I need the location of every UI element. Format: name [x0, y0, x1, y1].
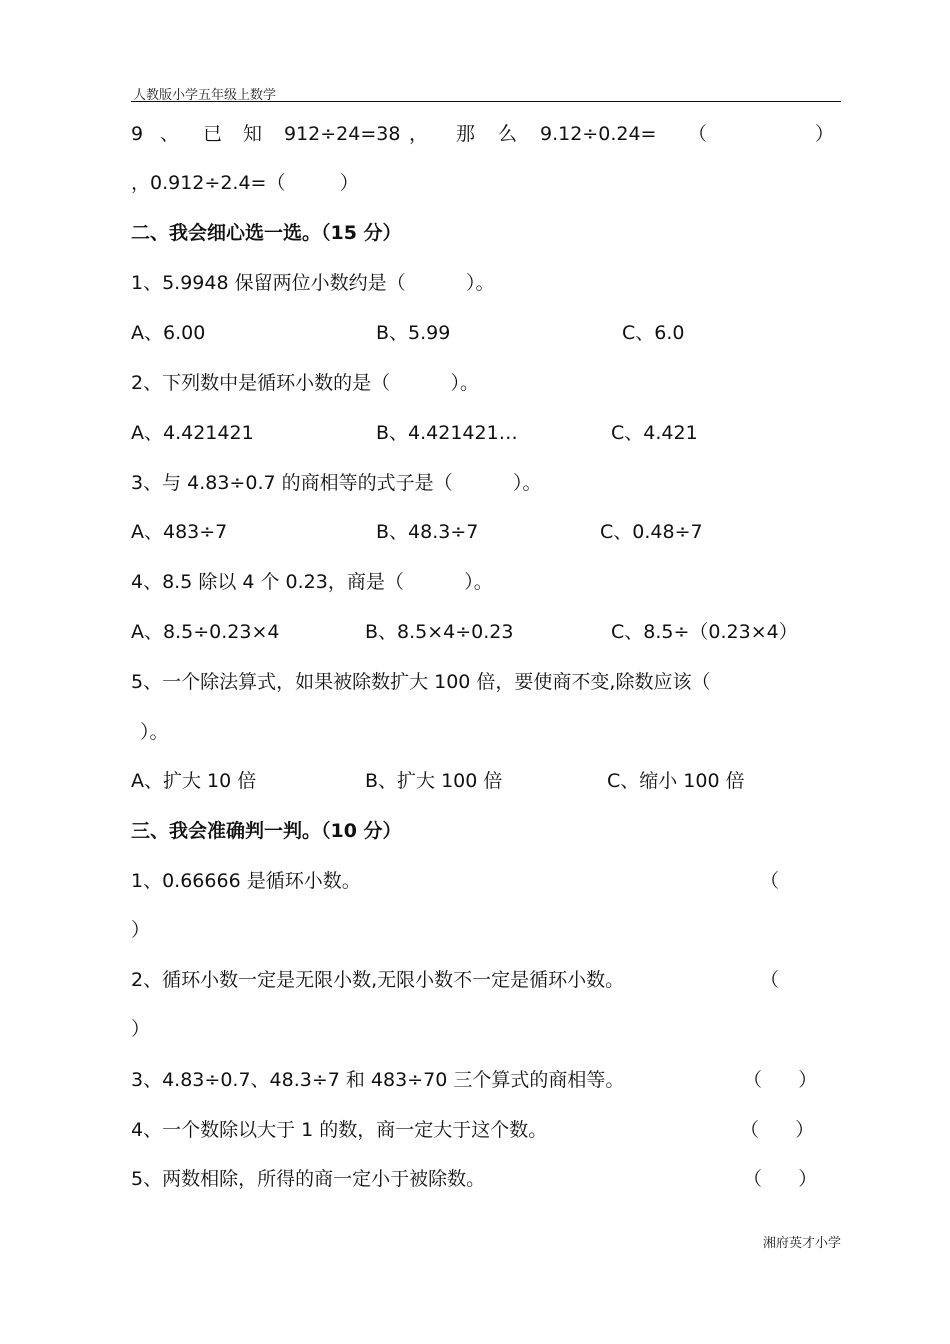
q9-part: 9 — [131, 123, 144, 145]
answer-paren: （ ） — [743, 1168, 818, 1190]
q9-part: 9.12÷0.24= — [540, 123, 657, 145]
answer-paren-open: （ — [760, 870, 780, 892]
judge-item: 2、循环小数一定是无限小数,无限小数不一定是循环小数。 — [131, 969, 625, 991]
question-stem: 2、下列数中是循环小数的是（ ）。 — [131, 372, 479, 394]
page-header: 人教版小学五年级上数学 — [133, 87, 277, 102]
answer-paren-close: ） — [131, 1018, 151, 1040]
question-stem: 3、与 4.83÷0.7 的商相等的式子是（ ）。 — [131, 472, 542, 494]
answer-paren-open: （ — [760, 969, 780, 991]
option-b: B、扩大 100 倍 — [365, 770, 503, 792]
answer-paren: （ ） — [740, 1119, 815, 1141]
judge-item: 4、一个数除以大于 1 的数，商一定大于这个数。 — [131, 1119, 548, 1141]
header-rule — [131, 101, 841, 102]
q9-line2: ，0.912÷2.4=（ ） — [131, 172, 359, 194]
section2-title: 二、我会细心选一选。（15 分） — [131, 222, 402, 244]
section3-title: 三、我会准确判一判。（10 分） — [131, 820, 402, 842]
q9-part: ， — [409, 123, 429, 145]
option-b: B、8.5×4÷0.23 — [365, 621, 514, 643]
q9-part: 么 — [498, 123, 518, 145]
option-a: A、4.421421 — [131, 422, 254, 444]
option-a: A、6.00 — [131, 322, 206, 344]
q9-part: 已 — [203, 123, 223, 145]
question-stem-continued: ）。 — [140, 721, 169, 743]
option-c: C、6.0 — [622, 322, 685, 344]
judge-item: 1、0.66666 是循环小数。 — [131, 870, 361, 892]
q9-part: 912÷24=38 — [284, 123, 401, 145]
q9-part: （ — [688, 123, 708, 145]
option-c: C、4.421 — [611, 422, 698, 444]
option-a: A、8.5÷0.23×4 — [131, 621, 280, 643]
answer-paren-close: ） — [131, 919, 151, 941]
option-c: C、缩小 100 倍 — [607, 770, 745, 792]
judge-item: 3、4.83÷0.7、48.3÷7 和 483÷70 三个算式的商相等。 — [131, 1069, 625, 1091]
q9-part: 知 — [243, 123, 263, 145]
option-b: B、4.421421… — [376, 422, 518, 444]
question-stem: 5、一个除法算式，如果被除数扩大 100 倍，要使商不变,除数应该（ — [131, 671, 711, 693]
option-a: A、483÷7 — [131, 521, 228, 543]
question-stem: 1、5.9948 保留两位小数约是（ ）。 — [131, 272, 495, 294]
option-c: C、8.5÷（0.23×4） — [611, 621, 798, 643]
question-stem: 4、8.5 除以 4 个 0.23，商是（ ）。 — [131, 571, 493, 593]
option-c: C、0.48÷7 — [600, 521, 703, 543]
option-a: A、扩大 10 倍 — [131, 770, 257, 792]
option-b: B、5.99 — [376, 322, 451, 344]
page-footer: 湘府英才小学 — [762, 1235, 841, 1250]
q9-part: 、 — [160, 123, 180, 145]
judge-item: 5、两数相除，所得的商一定小于被除数。 — [131, 1168, 486, 1190]
answer-paren: （ ） — [743, 1069, 818, 1091]
q9-part: 那 — [456, 123, 476, 145]
option-b: B、48.3÷7 — [376, 521, 479, 543]
q9-part: ） — [815, 123, 835, 145]
